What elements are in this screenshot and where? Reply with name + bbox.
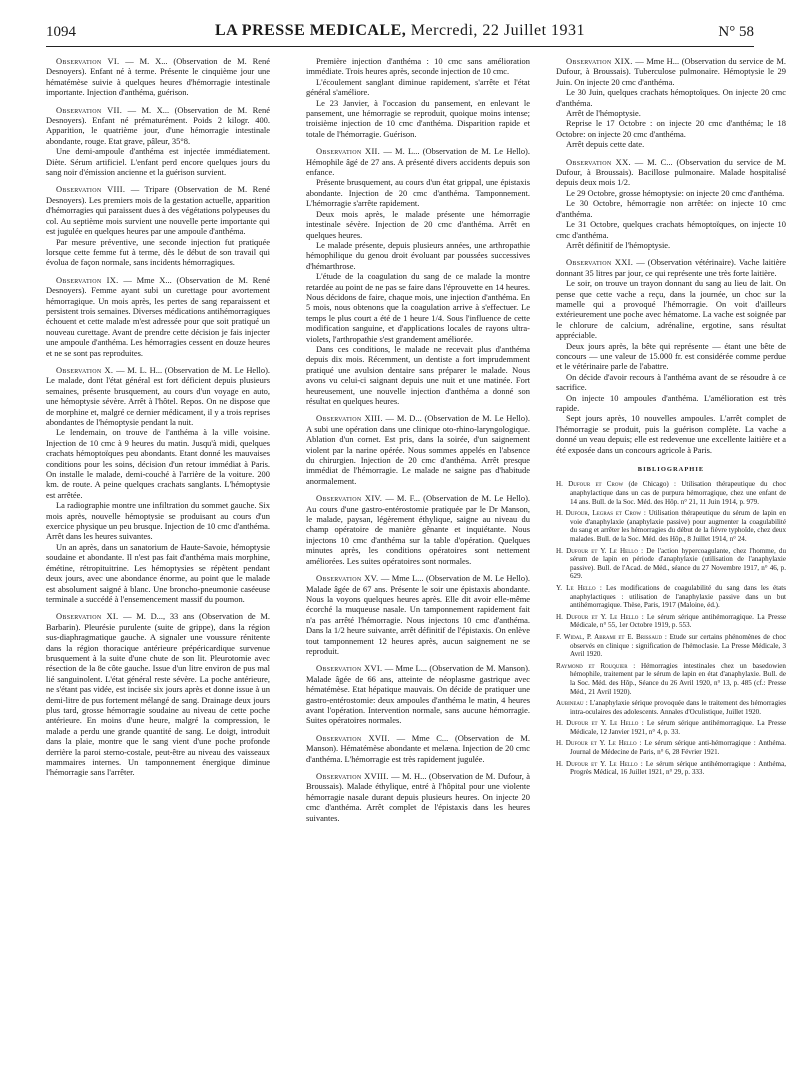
- observation-paragraph: [46, 56, 270, 98]
- reference-text: : De l'action hypercoagulante, chez l'homme, du sérum de lapin en période d'anaphylaxie (utilisation de l'anaphylaxie passive). Bull. de l'Acad. de Méd., séance du 27 Novembre 1917, n° 46, p. 629.: [570, 546, 786, 581]
- reference-authors: H. Dufour et Y. Le Hello: [556, 546, 638, 555]
- body-paragraph: [46, 237, 270, 268]
- body-paragraph: [306, 56, 530, 77]
- bibliography-entry: [556, 699, 786, 716]
- reference-authors: F. Widal, P. Abrami et E. Brissaud: [556, 632, 663, 641]
- reference-authors: Raymond et Rouquier: [556, 661, 628, 670]
- paragraph-text: On injecte 10 ampoules d'anthéma. L'amélioration est très rapide.: [556, 392, 786, 413]
- body-paragraph: [556, 198, 786, 219]
- body-paragraph: [306, 209, 530, 240]
- body-paragraph: [556, 240, 786, 250]
- paragraph-text: — Tripare (Observation de M. René Desnoyers). Les premiers mois de la gestation actuelle, apparition d'hémorragies qui paraissent dues à des végétations polypeuses du col. Au septième mois survient une nouvelle perte importante qui est jugulée en quelques heures par une ampoule d'anthéma.: [46, 184, 270, 237]
- observation-heading: Observation XXI.: [566, 257, 634, 268]
- paragraph-text: — M. F... (Observation de M. Le Hello). Au cours d'une gastro-entérostomie pratiquée par le Dr Manson, le malade, paysan, légèrement éthylique, saigne au niveau du champ opératoire de manière gênante et inquiétante. Nous injectons 10 cmc d'anthéma sur la table d'opération. Quelques minutes après, les conditions opératoires sont nettement améliorées. Les suites opératoires sont normales.: [306, 493, 530, 566]
- paragraph-text: L'écoulement sanglant diminue rapidement, s'arrête et l'état général s'améliore.: [306, 76, 530, 98]
- observation-paragraph: [46, 365, 270, 427]
- text-column-1: [46, 56, 270, 1068]
- paragraph-text: L'étude de la coagulation du sang de ce malade la montre retardée au point de ne pas se faire dans l'éprouvette en 14 heures. Nous décidons de faire, chaque mois, une injection d'anthéma. En 5 mois, nous obtenons que la coagulation arrive à s'effectuer. Le temps le plus court a été de 1 heure 1/4. Sous l'influence de cette modification sanguine, et d'applications locales de rayons ultra-violets, l'arthropathie s'est grandement améliorée.: [306, 271, 530, 344]
- reference-text: : Etude sur certains phénomènes de choc observés en clinique : signification de l'hémoclasie. La Presse Médicale, 3 Avril 1920.: [570, 632, 786, 659]
- paragraph-text: Le 31 Octobre, quelques crachats hémoptoïques, on injecte 10 cmc d'anthéma.: [556, 219, 786, 240]
- observation-paragraph: [556, 157, 786, 188]
- body-paragraph: [46, 542, 270, 604]
- paragraph-text: — M. X... (Observation de M. René Desnoyers). Enfant né à terme. Présente le cinquième jour une hématémèse suivie à quelques heures d'hémorragie intestinale importante. Injection d'anthéma, guérison.: [46, 56, 270, 98]
- observation-paragraph: [306, 573, 530, 656]
- observation-heading: Observation VI.: [56, 56, 120, 66]
- reference-text: : L'anaphylaxie sérique provoquée dans le traitement des hémorragies intra-oculaires des adolescents. Annales d'Oculistique, Juillet 1920.: [570, 699, 786, 716]
- body-paragraph: [306, 177, 530, 208]
- reference-text: : Le sérum sérique antihémorragique. La Presse Médicale, n° 55, 1er Octobre 1919, p. 553.: [570, 612, 786, 630]
- bibliography-entry: [556, 719, 786, 736]
- bibliography-entry: [556, 584, 786, 610]
- journal-name: LA PRESSE MEDICALE,: [214, 22, 407, 39]
- body-paragraph: [306, 98, 530, 140]
- paragraph-text: La radiographie montre une infiltration du sommet gauche. Six mois après, nouvelle hémoptysie se produisant au cours d'un exercice physique un peu brusque. Injection de 10 cmc d'anthéma. Arrêt dans les heures suivantes.: [46, 500, 270, 542]
- paragraph-text: — M. L... (Observation de M. Le Hello). Hémophile âgé de 27 ans. A présenté divers accidents depuis son enfance.: [306, 146, 530, 178]
- body-paragraph: [556, 219, 786, 240]
- reference-text: : Hémorragies intestinales chez un basedowien hémophile, traitement par le sérum de lapin en état d'anaphylaxie. Bull. de la Soc. Méd. des Hôp., Séance du 26 Avril 1920, n° 13, p. 485 (cf.: Presse Méd., 21 Avril 1920).: [570, 661, 786, 696]
- body-paragraph: [556, 341, 786, 372]
- reference-text: : Le sérum sérique antihémorragique : Anthéma, Progrès Médical, 16 Juillet 1921, n° 29, p. 333.: [570, 759, 786, 777]
- paragraph-text: — Mme L... (Observation de M. Manson). Malade âgée de 66 ans, atteinte de néoplasme gastrique avec hématémèse. Etat hépatique mauvais. On décide de pratiquer une gastro-entérostomie: deux ampoules d'anthéma le matin, 4 heures avant l'opération. Intervention normale, sans aucune hémorragie. Suites opératoires normales.: [306, 663, 530, 726]
- paragraph-text: Le lendemain, on trouve de l'anthéma à la ville voisine. Injection de 10 cmc à 9 heures du matin. Jusqu'à midi, quelques crachats hémoptoïques peu abondants. Etant donné les mauvaises conditions pour les soins, décision d'un retour immédiat à Paris. On installe le malade, demi-couché à l'arrière de la voiture. 200 km. de route. A peine quelques crachats sanglants. L'hémoptysie est arrêtée.: [46, 427, 270, 500]
- reference-authors: H. Dufour et Y. Le Hello: [556, 719, 639, 728]
- reference-authors: H. Dufour et Y. Le Hello: [556, 612, 639, 621]
- observation-paragraph: [306, 493, 530, 566]
- reference-authors: Aubineau: [556, 699, 584, 708]
- paragraph-text: — M. D..., 33 ans (Observation de M. Barbarin). Pleurésie purulente (suite de grippe), dans la région sus-diaphragmatique gauche. A signaler une voussure rénitente dans la région thoracique antérieure prépéricardique survenue brusquement à la suite d'une chute de son lit. Pleurotomie avec résection de la 8e côte gauche. Issue d'un litre environ de pus mal lié sanguinolent. L'état général reste sévère. La poche antérieure, ne s'étant pas vidée, est incisée six jours après et donne issue à un demi-litre de pus fortement mélangé de sang. Drainage deux jours plus tard, grosse hémorragie soudaine au niveau de cette poche antérieure. En moins d'une heure, malgré la compression, le malade a perdu une grande quantité de sang. Le doigt, introduit dans la plaie, montre que le sang vient d'une poche profonde derrière la paroi sterno-costale, peut-être au niveau des vaisseaux mammaires internes. Un tamponnement énergique diminue l'hémorragie sans l'arrêter.: [46, 611, 270, 778]
- paragraph-text: — Mme L... (Observation de M. Le Hello). Malade âgée de 67 ans. Présente le soir une épistaxis abondante. Nous la voyons quelques heures après. Elle dit avoir elle-même écorché la muqueuse nasale. Un tamponnement rapidement fait n'a pas arrêté l'hémorragie. Nous injectons 10 cmc d'anthéma. Dans la 1/2 heure suivante, arrêt définitif de l'épistaxis. On enlève tout tamponnement 12 heures après, aucun saignement ne se reproduit.: [306, 573, 530, 656]
- body-paragraph: [556, 87, 786, 108]
- observation-paragraph: [46, 184, 270, 236]
- reference-text: : Les modifications de coagulabilité du sang dans les états anaphylactiques : utilisation de l'anaphylaxie passive dans un but antihémorragique. Thèse, Paris, 1917 (Maloine, éd.).: [570, 583, 786, 610]
- paragraph-text: Sept jours après, 10 nouvelles ampoules. L'arrêt complet de l'hémorragie se produit, puis la guérison complète. La vache a donné un veau depuis; elle est redevenue une excellente laitière et a été exposée dans un concours agricole à Paris.: [556, 413, 786, 455]
- reference-text: : Utilisation thérapeutique du sérum de lapin en voie d'anaphylaxie (anaphylaxie passive) pour augmenter la coagulabilité du sang et arrêter les hémorragies du début de la fièvre typhoïde, chez deux malades. Bull. de la Soc. Méd. des Hôp., 8 Juillet 1914, n° 24.: [570, 509, 786, 543]
- paragraph-text: — M. D... (Observation de M. Le Hello). A subi une opération dans une clinique oto-rhino-laryngologique. Ablation d'un cornet. Est pris, dans la soirée, d'un saignement violent par la narine opérée. Nous sommes appelés en l'absence du chirurgien. Injection de 20 cmc d'anthéma. Arrêt presque immédiat de l'hémorragie. Le malade ne saigne pas d'habitude anormalement.: [306, 413, 530, 486]
- reference-authors: H. Dufour et Y. Le Hello: [556, 739, 637, 748]
- reference-authors: H. Dufour et Crow: [556, 480, 624, 489]
- body-paragraph: [46, 500, 270, 542]
- observation-heading: Observation XVI.: [316, 663, 383, 674]
- observation-paragraph: [46, 105, 270, 147]
- paragraph-text: Deux mois après, le malade présente une hémorragie intestinale sévère. Injection de 20 cmc d'anthéma. Arrêt en quelques heures.: [306, 208, 530, 240]
- column-3-body: [556, 56, 786, 455]
- paragraph-text: Le malade présente, depuis plusieurs années, une arthropathie hémophilique du genou droit évoluant par poussées successives d'hémarthrose.: [306, 239, 530, 271]
- observation-paragraph: [306, 733, 530, 764]
- observation-heading: Observation XIV.: [316, 493, 383, 504]
- issue-date: Mercredi, 22 Juillet 1931: [410, 22, 586, 39]
- paragraph-text: Arrêt depuis cette date.: [566, 139, 645, 150]
- observation-heading: Observation XVII.: [316, 732, 390, 743]
- reference-authors: H. Dufour, Legras et Crow: [556, 509, 642, 518]
- paragraph-text: — Mme X... (Observation de M. René Desnoyers). Femme ayant subi un curettage pour avortement hémorragique. Un mois après, les pertes de sang reparaissent et persistent trois semaines. Diverses médications antihémorragiques échouent et cette malade m'est adressée pour que soit pratiqué un nouveau curettage. Avant de prendre cette décision je fais injecter une ampoule d'anthéma. Les hémorragies cessent en douze heures et ne se sont pas reproduites.: [46, 274, 270, 358]
- paragraph-text: Un an après, dans un sanatorium de Haute-Savoie, hémoptysie soudaine et abondante. Il n'est pas fait d'anthéma mais morphine, émétine, rétropituitrine. Les hémoptysies se répètent pendant deux jours, avec une abondance énorme, au point que le malade est absolument saigné à blanc. Une broncho-pneumonie caséeuse terminale a succédé à l'ensemencement massif du poumon.: [46, 541, 270, 604]
- paragraph-text: Première injection d'anthéma : 10 cmc sans amélioration immédiate. Trois heures après, seconde injection de 10 cmc.: [306, 56, 530, 77]
- journal-title: [46, 22, 754, 40]
- paragraph-text: Arrêt de l'hémoptysie.: [566, 108, 641, 119]
- paragraph-text: Présente brusquement, au cours d'un état grippal, une épistaxis abondante. Injection de 20 cmc d'anthéma. Tamponnement. L'hémorragie s'arrête rapidement.: [306, 177, 530, 209]
- observation-heading: Observation XII.: [316, 146, 381, 157]
- observation-paragraph: [556, 257, 786, 278]
- paragraph-text: — (Observation vétérinaire). Vache laitière donnant 35 litres par jour, ce qui représente une très forte laitière.: [556, 257, 786, 278]
- paragraph-text: Dans ces conditions, le malade ne recevait plus d'anthéma depuis dix mois. Récemment, un dentiste a fort imprudemment pratiqué une avulsion dentaire sans préparer le malade. Nous avons vu celui-ci saignant depuis une nuit et une matinée. Fort heureusement, une nouvelle injection d'anthéma a donné son résultat en quelques heures.: [306, 343, 530, 406]
- observation-heading: Observation XIX.: [566, 56, 633, 66]
- bibliography-heading: BIBLIOGRAPHIE: [637, 466, 705, 474]
- bibliography-entry: [556, 547, 786, 581]
- observation-paragraph: [306, 771, 530, 823]
- paragraph-text: Deux jours après, la bête qui représente — étant une bête de concours — une valeur de 15.000 fr. est considérée comme perdue et le vétérinaire parle de l'abattre.: [556, 340, 786, 372]
- paragraph-text: Le 30 Juin, quelques crachats hémoptoïques. On injecte 20 cmc d'anthéma.: [556, 87, 786, 108]
- bibliography-entry: [556, 480, 786, 506]
- observation-paragraph: [46, 611, 270, 778]
- bibliography-entry: [556, 633, 786, 659]
- observation-paragraph: [306, 663, 530, 725]
- bibliography-list: [556, 480, 786, 776]
- paragraph-text: Le 29 Octobre, grosse hémoptysie: on injecte 20 cmc d'anthéma.: [566, 187, 785, 198]
- text-column-2: [306, 56, 530, 1068]
- body-paragraph: [556, 139, 786, 149]
- paragraph-text: Par mesure préventive, une seconde injection fut pratiquée lorsque cette femme fut à terme, dès le début de son travail qui évolua de façon normale, sans incidents hémorragiques.: [46, 236, 270, 268]
- body-paragraph: [46, 427, 270, 500]
- paragraph-text: — Mme C... (Observation de M. Manson). Hématémèse abondante et melæna. Injection de 20 cmc d'anthéma. L'hémorragie est très rapidement jugulée.: [306, 732, 530, 764]
- observation-paragraph: [46, 275, 270, 358]
- paragraph-text: Arrêt définitif de l'hémoptysie.: [566, 239, 671, 250]
- body-paragraph: [306, 344, 530, 406]
- observation-heading: Observation XIII.: [316, 413, 383, 424]
- observation-heading: Observation XI.: [56, 611, 119, 622]
- body-paragraph: [556, 278, 786, 340]
- reference-authors: H. Dufour et Y. Le Hello: [556, 759, 638, 768]
- body-paragraph: [306, 77, 530, 98]
- body-paragraph: [556, 108, 786, 118]
- running-header: [46, 20, 754, 47]
- text-column-3: [556, 56, 786, 1068]
- paragraph-text: — M. X... (Observation de M. René Desnoyers). Enfant né prématurément. Poids 2 kilogr. 400. Apparition, le quatrième jour, d'une hémorragie intestinale abondante, rouge. Etat grave, pâleur, 35°8.: [46, 104, 270, 146]
- observation-paragraph: [556, 56, 786, 87]
- body-paragraph: [556, 372, 786, 393]
- paragraph-text: — M. H... (Observation de M. Dufour, à Broussais). Malade éthylique, entré à l'hôpital pour une violente hémorragie nasale durant depuis plusieurs heures. On injecte 20 cmc d'anthéma. Arrêt complet de l'épistaxis dans les heures suivantes.: [306, 771, 530, 823]
- paragraph-text: — M. L. H... (Observation de M. Le Hello). Le malade, dont l'état général est fort déficient depuis plusieurs semaines, présente brusquement, au cours d'un voyage en auto, une hémoptysie sévère. Arrêt à l'hôtel. Repos. On ne dispose que de morphine et, malgré ce dernier médicament, il y a trois reprises abondantes de l'hémoptysie pendant la nuit.: [46, 364, 270, 427]
- body-paragraph: [556, 393, 786, 414]
- paragraph-text: Le 23 Janvier, à l'occasion du pansement, en enlevant le pansement, une hémorragie se reproduit, quoique moins intense; troisième injection de 10 cmc d'anthéma. Disparition rapide et totale de l'hémorragie. Guérison.: [306, 97, 530, 139]
- body-paragraph: [46, 146, 270, 177]
- paragraph-text: Reprise le 17 Octobre : on injecte 20 cmc d'anthéma; le 18 Octobre: on injecte 20 cmc d'anthéma.: [556, 118, 786, 139]
- paragraph-text: On décide d'avoir recours à l'anthéma avant de se résoudre à ce sacrifice.: [556, 371, 786, 393]
- body-paragraph: [556, 118, 786, 139]
- bibliography-entry: [556, 739, 786, 756]
- reference-text: : Le sérum sérique anti-hémorragique : Anthéma. Journal de Médecine de Paris, n° 6, 28 Février 1921.: [570, 739, 786, 757]
- paragraph-text: — M. C... (Observation du service de M. Dufour, à Broussais). Bacillose pulmonaire. Malade hospitalisé depuis deux mois 1/2.: [556, 156, 786, 188]
- observation-heading: Observation VII.: [56, 104, 123, 115]
- bibliography-entry: [556, 662, 786, 696]
- paragraph-text: — Mme H... (Observation du service de M. Dufour, à Broussais). Tuberculose pulmonaire. Hémoptysie le 29 Juin. On injecte 20 cmc d'anthéma.: [556, 56, 786, 87]
- reference-text: : Le sérum sérique antihémorragique. La Presse Médicale, 12 Janvier 1921, n° 4, p. 33.: [570, 719, 786, 736]
- body-paragraph: [306, 271, 530, 344]
- observation-paragraph: [306, 146, 530, 177]
- bibliography-entry: [556, 509, 786, 543]
- page-number: 1094: [46, 24, 76, 40]
- bibliography-entry: [556, 613, 786, 630]
- paragraph-text: Le soir, on trouve un trayon donnant du sang au lieu de lait. On pense que cette vache a reçu, dans la journée, un choc sur la mamelle qui a provoqué l'hémorragie. On voit d'ailleurs extérieurement une poche avec hématome. La vache est soignée par le chlorure de calcium, adrénaline, ergotine, sans résultat appréciable.: [556, 278, 786, 341]
- observation-heading: Observation X.: [56, 364, 114, 375]
- reference-authors: Y. Le Hello: [556, 583, 596, 592]
- observation-heading: Observation XX.: [566, 156, 631, 167]
- observation-heading: Observation XVIII.: [316, 771, 389, 781]
- bibliography-entry: [556, 760, 786, 777]
- reference-text: (de Chicago) : Utilisation thérapeutique du choc anaphylactique dans un cas de purpura hémorragique, chez une enfant de 14 ans. Bull. de la Soc. Méd. des Hôp. n° 21, 11 Juin 1914, p. 979.: [570, 480, 786, 506]
- observation-heading: Observation VIII.: [56, 184, 126, 195]
- body-paragraph: [306, 240, 530, 271]
- paragraph-text: Le 30 Octobre, hémorragie non arrêtée: on injecte 10 cmc d'anthéma.: [556, 198, 786, 219]
- observation-heading: Observation XV.: [316, 573, 379, 584]
- paragraph-text: Une demi-ampoule d'anthéma est injectée immédiatement. Diète. Sérum artificiel. L'enfant perd encore quelques jours du sang noir d'émission ancienne et la guérison survient.: [46, 146, 270, 178]
- issue-number: N° 58: [718, 24, 754, 40]
- observation-heading: Observation IX.: [56, 274, 119, 285]
- observation-paragraph: [306, 413, 530, 486]
- body-paragraph: [556, 413, 786, 455]
- body-paragraph: [556, 188, 786, 198]
